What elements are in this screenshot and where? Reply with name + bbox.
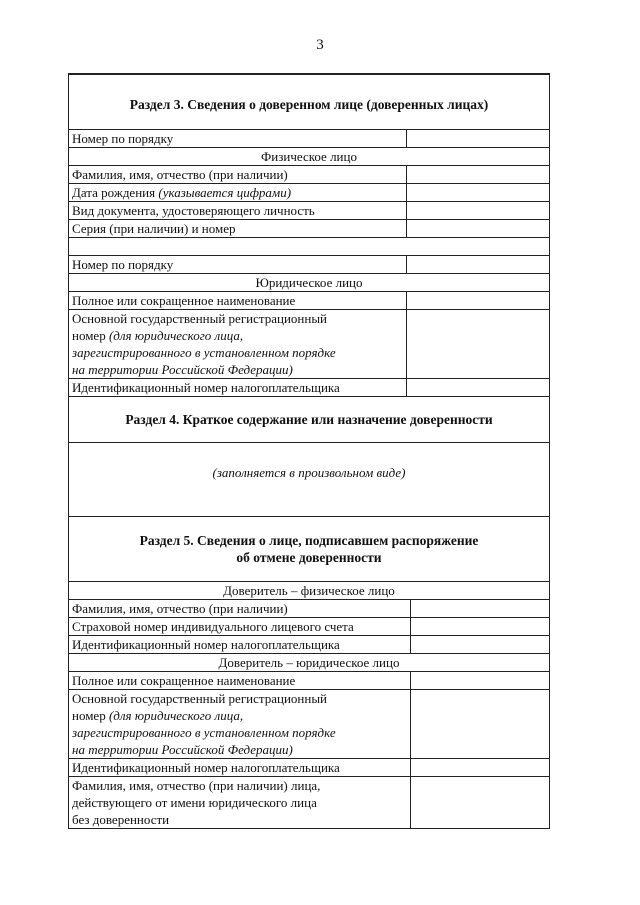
- principal-inn-label: Идентификационный номер налогоплательщика: [72, 637, 340, 652]
- table-row: [69, 220, 549, 238]
- principal-legal-name-label: Полное или сокращенное наименование: [72, 673, 296, 688]
- legal-header: Юридическое лицо: [69, 274, 549, 292]
- principal-ogrn-value-cell[interactable]: [410, 690, 549, 758]
- section3-title: Раздел 3. Сведения о доверенном лице (доверенных лицах): [69, 75, 549, 130]
- table-row: [69, 777, 549, 828]
- inn-value-cell[interactable]: [406, 379, 549, 396]
- form-table: [68, 73, 550, 829]
- legal-name-value-cell[interactable]: [406, 292, 549, 309]
- section4-title: Раздел 4. Краткое содержание или назначение доверенности: [69, 397, 549, 443]
- table-row: [69, 256, 549, 274]
- table-row: [69, 672, 549, 690]
- inn-label: Идентификационный номер налогоплательщика: [72, 380, 340, 395]
- table-row: [69, 636, 549, 654]
- table-row: [69, 292, 549, 310]
- fio-label: Фамилия, имя, отчество (при наличии): [72, 167, 288, 182]
- order-value-cell[interactable]: [406, 130, 549, 147]
- doc-number-label: Серия (при наличии) и номер: [72, 221, 236, 236]
- doc-type-value-cell[interactable]: [406, 202, 549, 219]
- page-number: 3: [316, 37, 324, 53]
- table-row: [69, 184, 549, 202]
- principal-ogrn-label: Основной государственный регистрационный номер (для юридического лица, зарегистрированного в установленном порядке на территории Российской Федерации): [72, 691, 336, 757]
- legal-name-label: Полное или сокращенное наименование: [72, 293, 296, 308]
- table-row: [69, 379, 549, 397]
- table-row: [69, 600, 549, 618]
- table-row: [69, 618, 549, 636]
- principal-inn-value-cell-2[interactable]: [410, 759, 549, 776]
- fio-value-cell[interactable]: [406, 166, 549, 183]
- principal-legal-name-value-cell[interactable]: [410, 672, 549, 689]
- table-row: [69, 130, 549, 148]
- order-value-cell-2[interactable]: [406, 256, 549, 273]
- principal-legal-header: Доверитель – юридическое лицо: [69, 654, 549, 672]
- section4-note[interactable]: (заполняется в произвольном виде): [69, 443, 549, 517]
- individual-header: Физическое лицо: [69, 148, 549, 166]
- section5-title: Раздел 5. Сведения о лице, подписавшем распоряжение об отмене доверенности: [69, 517, 549, 582]
- table-row: [69, 202, 549, 220]
- signer-value-cell[interactable]: [410, 777, 549, 828]
- principal-fio-label: Фамилия, имя, отчество (при наличии): [72, 601, 288, 616]
- birthdate-value-cell[interactable]: [406, 184, 549, 201]
- principal-individual-header: Доверитель – физическое лицо: [69, 582, 549, 600]
- ogrn-label: Основной государственный регистрационный номер (для юридического лица, зарегистрированного в установленном порядке на территории Российской Федерации): [72, 311, 336, 377]
- order-label-2: Номер по порядку: [72, 257, 174, 272]
- spacer-row: [69, 238, 549, 256]
- birthdate-label: Дата рождения (указывается цифрами): [72, 185, 292, 200]
- snils-value-cell[interactable]: [410, 618, 549, 635]
- signer-label: Фамилия, имя, отчество (при наличии) лица, действующего от имени юридического лица без доверенности: [72, 778, 321, 827]
- order-label: Номер по порядку: [72, 131, 174, 146]
- ogrn-value-cell[interactable]: [406, 310, 549, 378]
- principal-inn-label-2: Идентификационный номер налогоплательщика: [72, 760, 340, 775]
- table-row: [69, 310, 549, 379]
- table-row: [69, 690, 549, 759]
- doc-number-value-cell[interactable]: [406, 220, 549, 237]
- table-row: [69, 759, 549, 777]
- principal-inn-value-cell[interactable]: [410, 636, 549, 653]
- table-row: [69, 166, 549, 184]
- snils-label: Страховой номер индивидуального лицевого счета: [72, 619, 354, 634]
- doc-type-label: Вид документа, удостоверяющего личность: [72, 203, 315, 218]
- principal-fio-value-cell[interactable]: [410, 600, 549, 617]
